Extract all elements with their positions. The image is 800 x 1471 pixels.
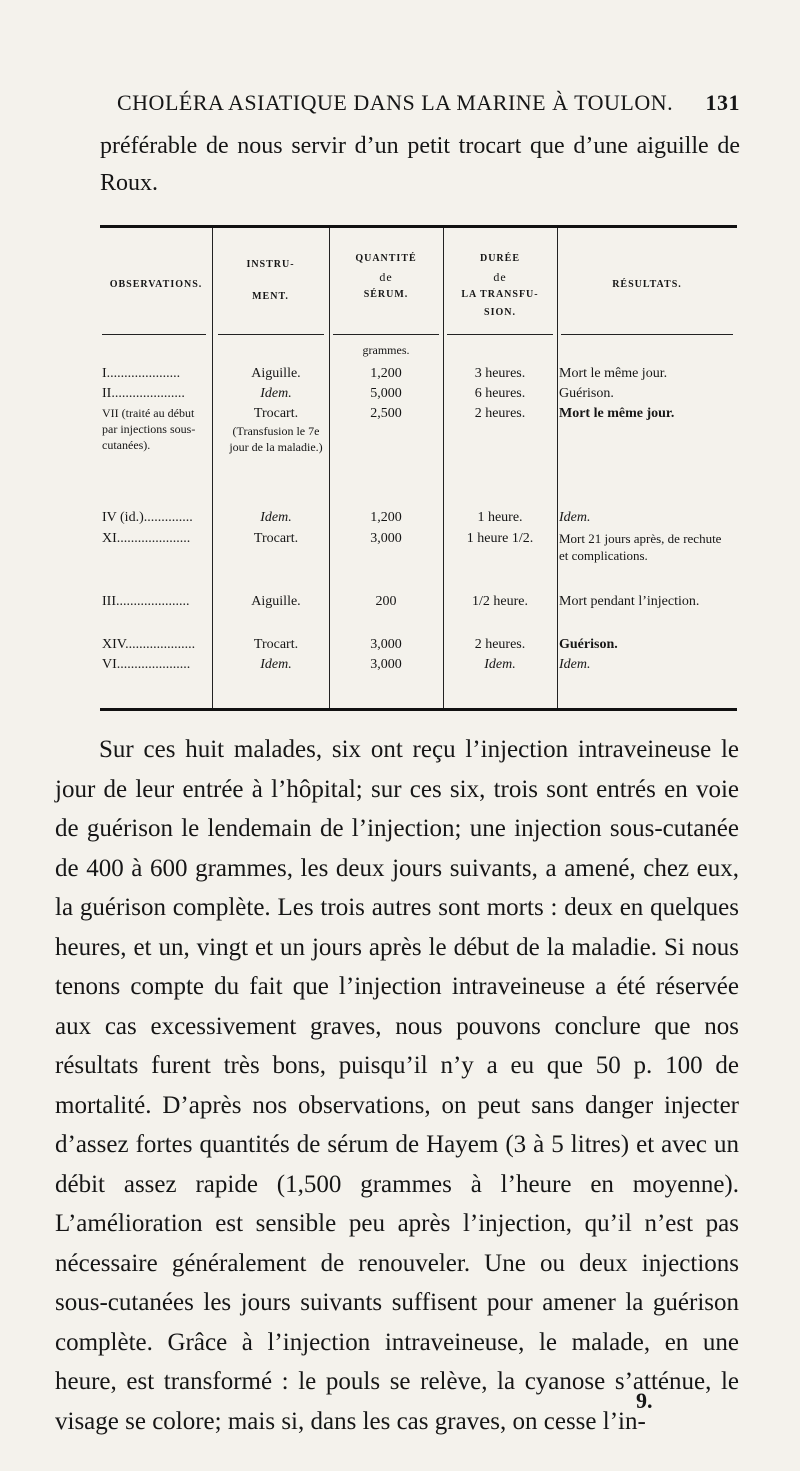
duration-cell: 2 heures. (474, 406, 526, 421)
header-line: SION. (484, 307, 516, 318)
obs-cell: XIV.................... (102, 637, 196, 652)
page-number: 131 (705, 90, 740, 115)
column-header-instrument (212, 256, 329, 306)
obs-cell: II..................... (102, 386, 185, 401)
quantity-cell: 3,000 (370, 531, 402, 546)
body-paragraph (55, 730, 739, 1441)
instrument-cell: Trocart. (253, 531, 299, 546)
result-cell: Guérison. (559, 637, 618, 652)
quantity-cell: 5,000 (370, 386, 402, 401)
duration-cell: 3 heures. (474, 366, 526, 381)
obs-cell: VI..................... (102, 657, 191, 672)
header-rule (333, 334, 439, 335)
result-cell: Mort le même jour. (559, 406, 675, 421)
quantity-cell: 1,200 (370, 510, 402, 525)
column-header-observations (100, 276, 212, 294)
header-rule (447, 334, 553, 335)
column-header-results (557, 276, 737, 294)
header-rule (218, 334, 324, 335)
quantity-cell: 200 (375, 594, 397, 609)
header-line: de (379, 270, 393, 284)
duration-cell: 1/2 heure. (472, 594, 528, 609)
obs-cell: VII (traité au début par injections sous-cutanées). (102, 406, 196, 452)
quantity-cell: 1,200 (370, 366, 402, 381)
header-rule (102, 334, 206, 335)
result-cell: Guérison. (559, 386, 614, 401)
duration-cell: 1 heure. (477, 510, 523, 525)
results-table (100, 225, 737, 711)
obs-cell: IV (id.).............. (102, 510, 193, 525)
header-line: RÉSULTATS. (612, 279, 682, 290)
header-line: MENT. (252, 291, 289, 302)
duration-cell: 1 heure 1/2. (466, 531, 534, 546)
instrument-cell: Idem. (260, 510, 292, 525)
instrument-note: (Transfusion le 7e jour de la maladie.) (229, 424, 323, 454)
result-cell: Mort pendant l’injection. (559, 594, 700, 609)
result-cell: Mort le même jour. (559, 366, 668, 381)
header-line: INSTRU- (246, 259, 295, 270)
signature-mark: 9. (636, 1388, 653, 1413)
column-divider (557, 228, 558, 708)
column-header-quantity (329, 250, 443, 304)
body-text: Sur ces huit malades, six ont reçu l’injection intraveineuse le jour de leur entrée à l’hôpital; sur ces six, trois sont entrés en voie de guérison le lendemain de l’injection; une injection sous-cutanée de 400 à 600 grammes, les deux jours suivants, a amené, chez eux, la guérison complète. Les trois autres sont morts : deux en quelques heures, et un, vingt et un jours après le début de la maladie. Si nous tenons compte du fait que l’injection intraveineuse a été réservée aux cas excessivement graves, nous pouvons conclure que nos résultats furent très bons, puisqu’il n’y a eu que 50 p. 100 de mortalité. D’après nos observations, on peut sans danger injecter d’assez fortes quantités de sérum de Hayem (3 à 5 litres) et avec un débit assez rapide (1,500 grammes à l’heure en moyenne). L’amélioration est sensible peu après l’injection, qu’il n’est pas nécessaire généralement de renouveler. Une ou deux injections sous-cutanées les jours suivants suffisent pour amener la guérison complète. Grâce à l’injection intraveineuse, le malade, en une heure, est transformé : le pouls se relève, la cyanose s’atténue, le visage se colore; mais si, dans les cas graves, on cesse l’in- (55, 736, 739, 1435)
result-cell: Idem. (559, 510, 591, 525)
quantity-cell: 2,500 (370, 406, 402, 421)
unit-label: grammes. (362, 343, 410, 357)
instrument-cell: Idem. (260, 657, 292, 672)
duration-cell: 2 heures. (474, 637, 526, 652)
header-title: CHOLÉRA ASIATIQUE DANS LA MARINE À TOULON. (117, 90, 674, 115)
result-cell: Mort 21 jours après, de rechute et complications. (559, 531, 722, 563)
header-rule (561, 334, 733, 335)
result-cell: Idem. (559, 657, 591, 672)
quantity-cell: 3,000 (370, 637, 402, 652)
instrument-cell: Aiguille. (251, 594, 301, 609)
quantity-cell: 3,000 (370, 657, 402, 672)
duration-cell: Idem. (484, 657, 516, 672)
instrument-cell: Idem. (260, 386, 292, 401)
instrument-cell: Trocart. (253, 637, 299, 652)
duration-cell: 6 heures. (474, 386, 526, 401)
column-header-duration (443, 250, 557, 322)
header-line: LA TRANSFU- (461, 289, 539, 300)
header-line: OBSERVATIONS. (109, 279, 203, 290)
header-line: SÉRUM. (363, 289, 409, 300)
header-line: de (493, 270, 507, 284)
obs-cell: III..................... (102, 594, 190, 609)
obs-cell: XI..................... (102, 531, 191, 546)
instrument-cell: Aiguille. (251, 366, 301, 381)
header-line: QUANTITÉ (355, 253, 417, 264)
instrument-cell (218, 405, 334, 455)
header-line: DURÉE (479, 253, 520, 264)
instrument-text: Trocart. (253, 406, 299, 421)
intro-paragraph: préférable de nous servir d’un petit trocart que d’une aiguille de Roux. (100, 133, 740, 196)
obs-cell: I..................... (102, 366, 181, 381)
